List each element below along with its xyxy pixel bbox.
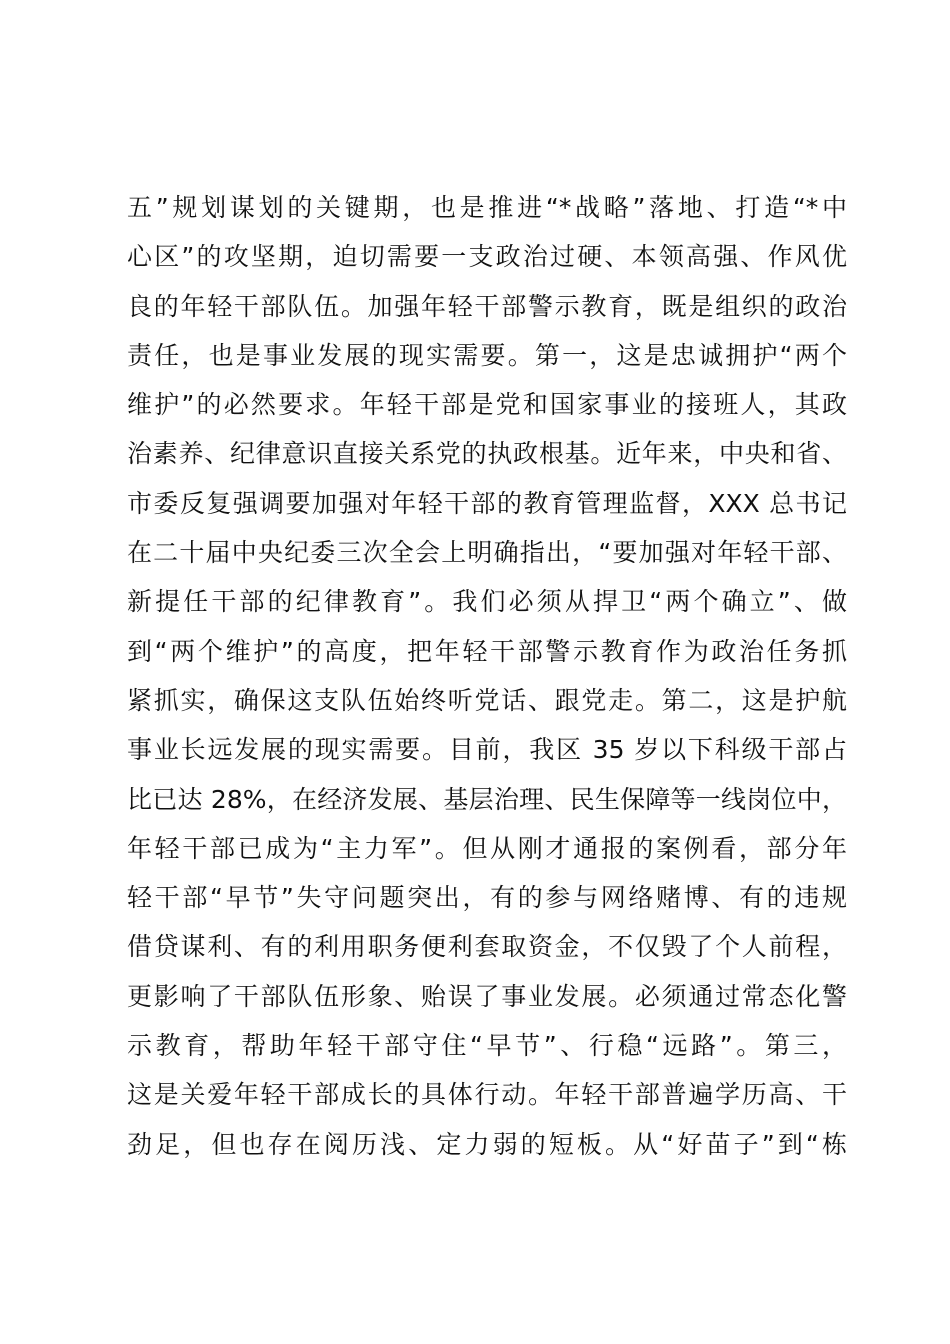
text-line: 良的年轻干部队伍。加强年轻干部警示教育，既是组织的政治	[127, 291, 847, 321]
text-line: 借贷谋利、有的利用职务便利套取资金，不仅毁了个人前程，	[127, 932, 847, 962]
text-line: 到“两个维护”的高度，把年轻干部警示教育作为政治任务抓	[127, 636, 847, 666]
document-body	[127, 183, 847, 1169]
text-line: 更影响了干部队伍形象、贻误了事业发展。必须通过常态化警	[127, 981, 847, 1011]
text-line: 示教育，帮助年轻干部守住“早节”、行稳“远路”。第三，	[127, 1031, 847, 1061]
text-line: 轻干部“早节”失守问题突出，有的参与网络赌博、有的违规	[127, 883, 847, 913]
text-line: 治素养、纪律意识直接关系党的执政根基。近年来，中央和省、	[127, 439, 847, 469]
text-line: 维护”的必然要求。年轻干部是党和国家事业的接班人，其政	[127, 390, 847, 420]
text-line: 这是关爱年轻干部成长的具体行动。年轻干部普遍学历高、干	[127, 1080, 847, 1110]
text-line: 五”规划谋划的关键期，也是推进“*战略”落地、打造“*中	[127, 193, 847, 222]
text-line: 市委反复强调要加强对年轻干部的教育管理监督，XXX 总书记	[127, 488, 847, 518]
text-line: 心区”的攻坚期，迫切需要一支政治过硬、本领高强、作风优	[127, 242, 847, 272]
text-line: 事业长远发展的现实需要。目前，我区 35 岁以下科级干部占	[127, 735, 847, 765]
text-line: 紧抓实，确保这支队伍始终听党话、跟党走。第二，这是护航	[127, 685, 847, 715]
text-line: 在二十届中央纪委三次全会上明确指出，“要加强对年轻干部、	[127, 538, 847, 568]
text-line: 劲足，但也存在阅历浅、定力弱的短板。从“好苗子”到“栋	[127, 1129, 847, 1159]
text-line: 年轻干部已成为“主力军”。但从刚才通报的案例看，部分年	[127, 833, 847, 863]
text-line: 新提任干部的纪律教育”。我们必须从捍卫“两个确立”、做	[127, 587, 847, 617]
text-line: 比已达 28%，在经济发展、基层治理、民生保障等一线岗位中，	[127, 784, 847, 814]
text-line: 责任，也是事业发展的现实需要。第一，这是忠诚拥护“两个	[127, 340, 847, 370]
